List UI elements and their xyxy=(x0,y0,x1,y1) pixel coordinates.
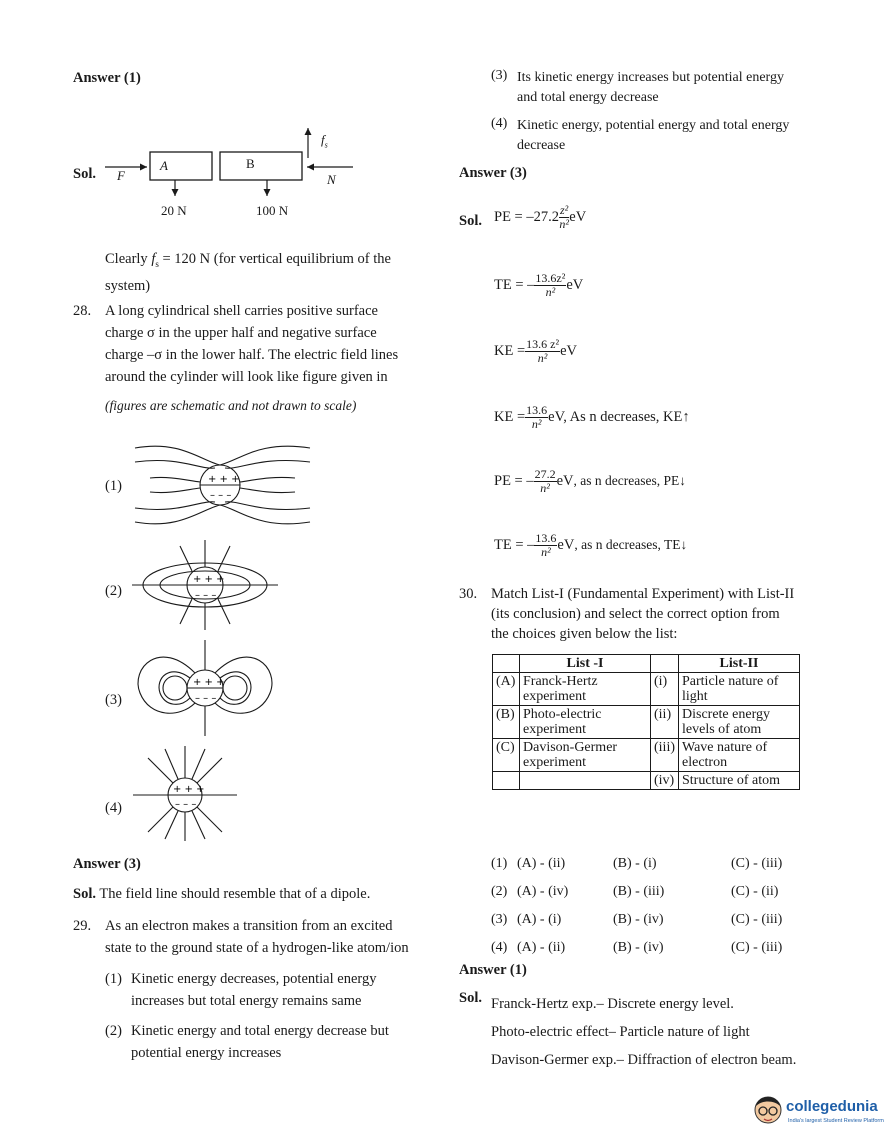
q29-opt4-num: (4) xyxy=(491,116,508,131)
label-B: B xyxy=(246,156,255,171)
q30-options xyxy=(491,850,782,962)
list1-header: List -I xyxy=(520,655,651,673)
q30-text: Match List-I (Fundamental Experiment) with List-II (its conclusion) and select the correct option from the choices given below the list: xyxy=(491,586,795,642)
weight-20N: 20 N xyxy=(161,203,187,218)
q29-number: 29. xyxy=(73,918,92,934)
svg-text:– – –: – – – xyxy=(175,799,197,810)
svg-text:– – –: – – – xyxy=(210,490,232,501)
svg-text:– – –: – – – xyxy=(195,693,217,704)
label-N: N xyxy=(327,172,336,187)
svg-text:+ + +: + + + xyxy=(193,677,225,688)
field-figure-1 xyxy=(130,440,320,530)
answer-30: Answer (1) xyxy=(459,962,527,978)
option-row: (3) (A) - (i) (B) - (iv) (C) - (iii) xyxy=(491,912,783,927)
eq-te: TE = – $\frac{\text{13.6z²}}{\text{n²}}$ eV xyxy=(494,271,584,299)
q28-number: 28. xyxy=(73,303,92,319)
option-row: (1) (A) - (ii) (B) - (i) (C) - (iii) xyxy=(491,856,783,871)
sol-label-29: Sol. xyxy=(459,213,482,229)
sol28: Sol. The field line should resemble that of a dipole. xyxy=(73,886,371,902)
list2-header: List-II xyxy=(679,655,800,673)
table-row: (B) Photo-electric experiment (ii) Discrete energy levels of atom xyxy=(493,706,800,739)
answer-29: Answer (3) xyxy=(459,165,527,181)
answer-28: Answer (3) xyxy=(73,856,141,872)
label-A: A xyxy=(160,158,168,173)
q29-opt2-text: Kinetic energy and total energy decrease but potential energy increases xyxy=(131,1023,389,1061)
match-table xyxy=(492,654,800,790)
opt-4-label: (4) xyxy=(105,800,122,816)
logo-name: collegedunia xyxy=(786,1098,878,1115)
q29-opt3-text: Its kinetic energy increases but potential energy and total energy decrease xyxy=(517,70,784,105)
field-figure-4 xyxy=(130,743,240,843)
label-fs: $f_s$ xyxy=(321,132,328,150)
collegedunia-logo xyxy=(752,1092,887,1132)
sol30-text: Franck-Hertz exp.– Discrete energy level. Photo-electric effect– Particle nature of light Davison-Germer exp.– Diffraction of electron beam. xyxy=(491,996,797,1068)
q29-opt2-num: (2) xyxy=(105,1023,122,1039)
q29-text: As an electron makes a transition from an excited state to the ground state of a hydrogen-like atom/ion xyxy=(105,918,409,956)
clearly-text: Clearly $f_s = 120$ N (for vertical equilibrium of the system) xyxy=(105,251,391,294)
eq-pe: PE = –27.2 $\frac{\text{z²}}{\text{n²}}$ eV xyxy=(494,203,587,231)
q29-opt1-num: (1) xyxy=(105,971,122,987)
svg-text:+ + +: + + + xyxy=(173,784,205,795)
eq-te2: TE = – $\frac{13.6}{\text{n²}}$ eV, as n decreases, TE↓ xyxy=(494,531,688,559)
table-row: (A) Franck-Hertz experiment (i) Particle nature of light xyxy=(493,673,800,706)
opt-3-label: (3) xyxy=(105,692,122,708)
q30-number: 30. xyxy=(459,586,478,602)
q28-text: A long cylindrical shell carries positive surface charge σ in the upper half and negative surface charge –σ in the lower half. The electric field lines around the cylinder will look like figure given in xyxy=(105,303,399,385)
field-figure-3 xyxy=(130,638,280,738)
option-row: (2) (A) - (iv) (B) - (iii) (C) - (ii) xyxy=(491,884,779,899)
opt-2-label: (2) xyxy=(105,583,122,599)
table-row: (iv) Structure of atom xyxy=(493,772,800,790)
q29-opt1-text: Kinetic energy decreases, potential energy increases but total energy remains same xyxy=(131,971,377,1009)
q29-opt4-text: Kinetic energy, potential energy and total energy decrease xyxy=(517,118,790,153)
block-force-diagram xyxy=(95,118,355,228)
eq-pe2: PE = – $\frac{27.2}{\text{n²}}$ eV, as n decreases, PE↓ xyxy=(494,467,686,495)
q28-note: (figures are schematic and not drawn to scale) xyxy=(105,398,357,413)
logo-tagline: India's largest Student Review Platform xyxy=(788,1118,884,1124)
answer-27: Answer (1) xyxy=(73,70,141,86)
mascot-icon xyxy=(752,1092,784,1128)
opt-1-label: (1) xyxy=(105,478,122,494)
svg-text:+ + +: + + + xyxy=(193,574,225,585)
q29-opt3-num: (3) xyxy=(491,68,508,83)
table-row: (C) Davison-Germer experiment (iii) Wave nature of electron xyxy=(493,739,800,772)
eq-ke: KE = $\frac{\text{13.6 z²}}{\text{n²}}$ eV xyxy=(494,337,577,365)
weight-100N: 100 N xyxy=(256,203,289,218)
label-F: F xyxy=(117,168,125,183)
eq-ke2: KE = $\frac{13.6}{\text{n²}}$ eV, As n decreases, KE↑ xyxy=(494,403,690,431)
sol-label-30: Sol. xyxy=(459,990,482,1006)
sol-label-27: Sol. xyxy=(73,166,96,182)
svg-text:– – –: – – – xyxy=(195,590,217,601)
field-figure-2 xyxy=(130,538,290,633)
svg-text:+ + +: + + + xyxy=(208,474,240,485)
option-row: (4) (A) - (ii) (B) - (iv) (C) - (iii) xyxy=(491,940,783,955)
